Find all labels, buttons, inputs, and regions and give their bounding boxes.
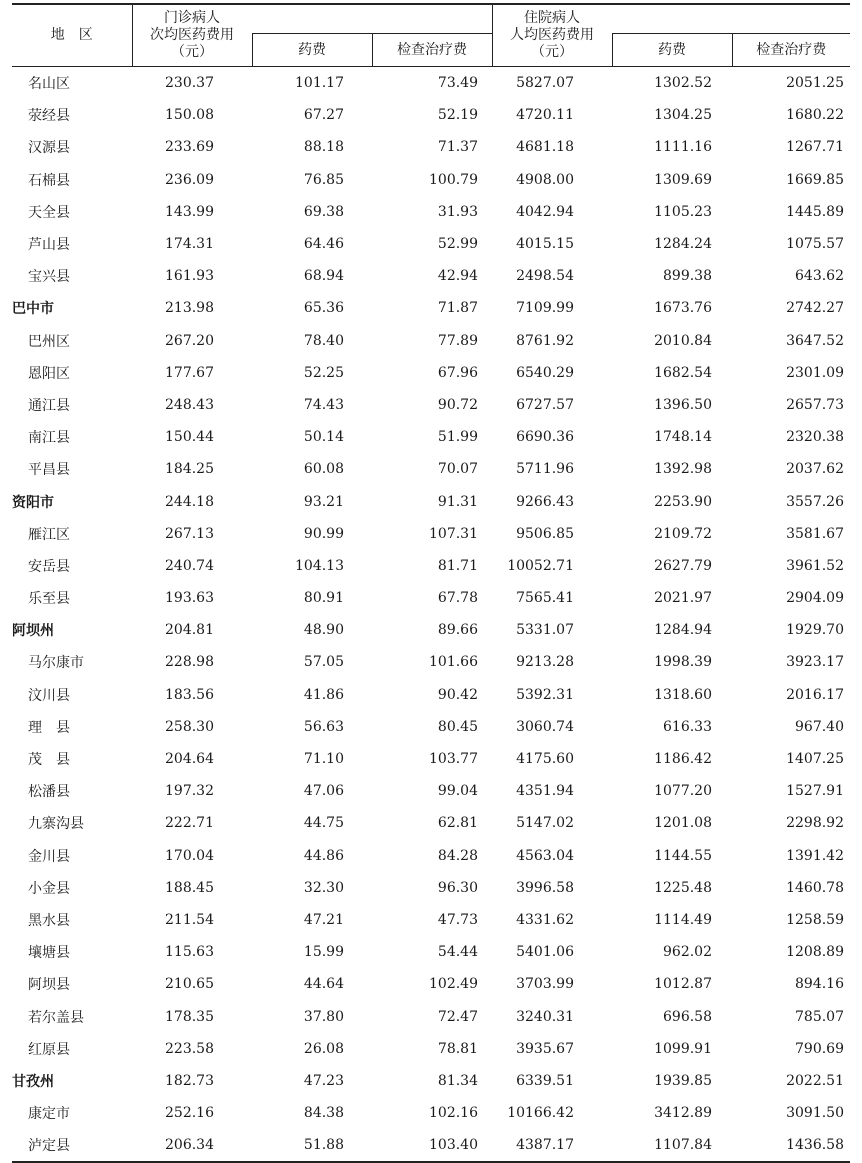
table-row bbox=[12, 936, 850, 968]
value-cell: 1939.85 bbox=[654, 1072, 712, 1089]
table-row bbox=[12, 840, 850, 872]
value-cell: 15.99 bbox=[303, 944, 344, 961]
value-cell: 32.30 bbox=[303, 879, 344, 896]
value-cell: 7109.99 bbox=[516, 300, 574, 317]
value-cell: 42.94 bbox=[437, 268, 478, 285]
value-cell: 69.38 bbox=[303, 203, 344, 220]
value-cell: 2904.09 bbox=[786, 590, 844, 607]
value-cell: 1460.78 bbox=[786, 879, 844, 896]
value-cell: 3060.74 bbox=[516, 718, 574, 735]
table-row bbox=[12, 711, 850, 743]
table-row bbox=[12, 1033, 850, 1065]
value-cell: 1302.52 bbox=[654, 75, 712, 92]
value-cell: 80.45 bbox=[437, 718, 478, 735]
value-cell: 60.08 bbox=[303, 461, 344, 478]
value-cell: 7565.41 bbox=[516, 590, 574, 607]
value-cell: 80.91 bbox=[303, 590, 344, 607]
value-cell: 90.42 bbox=[437, 686, 478, 703]
table-row bbox=[12, 67, 850, 100]
value-cell: 2742.27 bbox=[786, 300, 844, 317]
value-cell: 894.16 bbox=[795, 976, 844, 993]
value-cell: 170.04 bbox=[165, 847, 214, 864]
table-row bbox=[12, 131, 850, 163]
value-cell: 5711.96 bbox=[516, 461, 574, 478]
value-cell: 1392.98 bbox=[654, 461, 712, 478]
table-row bbox=[12, 646, 850, 678]
value-cell: 204.81 bbox=[165, 622, 214, 639]
value-cell: 1527.91 bbox=[786, 783, 844, 800]
value-cell: 244.18 bbox=[165, 493, 214, 510]
value-cell: 4720.11 bbox=[516, 107, 574, 124]
value-cell: 150.44 bbox=[165, 429, 214, 446]
region-name: 康定市 bbox=[28, 1106, 70, 1123]
value-cell: 2253.90 bbox=[654, 493, 712, 510]
table-row bbox=[12, 807, 850, 839]
table-row bbox=[12, 1129, 850, 1162]
value-cell: 115.63 bbox=[165, 944, 214, 961]
value-cell: 1225.48 bbox=[654, 879, 712, 896]
value-cell: 236.09 bbox=[165, 171, 214, 188]
value-cell: 1208.89 bbox=[786, 944, 844, 961]
value-cell: 84.38 bbox=[303, 1105, 344, 1122]
table-row bbox=[12, 99, 850, 131]
value-cell: 1105.23 bbox=[654, 203, 712, 220]
table-row bbox=[12, 1065, 850, 1097]
value-cell: 52.99 bbox=[437, 236, 478, 253]
value-cell: 1267.71 bbox=[786, 139, 844, 156]
region-name: 宝兴县 bbox=[28, 269, 70, 286]
value-cell: 37.80 bbox=[303, 1008, 344, 1025]
region-name: 石棉县 bbox=[28, 172, 70, 189]
table-row bbox=[12, 1000, 850, 1032]
table-row bbox=[12, 357, 850, 389]
table-row bbox=[12, 453, 850, 485]
value-cell: 6727.57 bbox=[516, 396, 574, 413]
header-inpatient-exam: 检查治疗费 bbox=[732, 34, 850, 67]
value-cell: 899.38 bbox=[663, 268, 712, 285]
value-cell: 6690.36 bbox=[516, 429, 574, 446]
value-cell: 4351.94 bbox=[516, 783, 574, 800]
value-cell: 54.44 bbox=[437, 944, 478, 961]
region-name: 小金县 bbox=[28, 880, 70, 897]
value-cell: 2657.73 bbox=[786, 396, 844, 413]
value-cell: 73.49 bbox=[437, 75, 478, 92]
value-cell: 90.72 bbox=[437, 396, 478, 413]
value-cell: 2051.25 bbox=[786, 75, 844, 92]
value-cell: 77.89 bbox=[437, 332, 478, 349]
value-cell: 74.43 bbox=[303, 396, 344, 413]
value-cell: 52.19 bbox=[437, 107, 478, 124]
region-name: 若尔盖县 bbox=[28, 1009, 84, 1026]
value-cell: 10166.42 bbox=[507, 1105, 574, 1122]
value-cell: 3961.52 bbox=[786, 557, 844, 574]
value-cell: 10052.71 bbox=[507, 557, 574, 574]
value-cell: 1929.70 bbox=[786, 622, 844, 639]
region-name: 平昌县 bbox=[28, 462, 70, 479]
value-cell: 4563.04 bbox=[516, 847, 574, 864]
table-row bbox=[12, 164, 850, 196]
value-cell: 1114.49 bbox=[654, 911, 712, 928]
value-cell: 267.13 bbox=[165, 525, 214, 542]
value-cell: 47.06 bbox=[303, 783, 344, 800]
table-row bbox=[12, 872, 850, 904]
value-cell: 44.64 bbox=[303, 976, 344, 993]
value-cell: 204.64 bbox=[165, 751, 214, 768]
value-cell: 48.90 bbox=[303, 622, 344, 639]
value-cell: 9213.28 bbox=[516, 654, 574, 671]
region-name: 巴中市 bbox=[12, 301, 54, 318]
value-cell: 6339.51 bbox=[516, 1072, 574, 1089]
value-cell: 4681.18 bbox=[516, 139, 574, 156]
region-name: 九寨沟县 bbox=[28, 816, 84, 833]
value-cell: 1099.91 bbox=[654, 1040, 712, 1057]
value-cell: 197.32 bbox=[165, 783, 214, 800]
region-name: 红原县 bbox=[28, 1041, 70, 1058]
value-cell: 1669.85 bbox=[786, 171, 844, 188]
region-name: 松潘县 bbox=[28, 784, 70, 801]
value-cell: 3557.26 bbox=[786, 493, 844, 510]
value-cell: 67.96 bbox=[437, 364, 478, 381]
region-name: 名山区 bbox=[28, 76, 70, 93]
value-cell: 8761.92 bbox=[516, 332, 574, 349]
region-name: 马尔康市 bbox=[28, 655, 84, 672]
value-cell: 643.62 bbox=[795, 268, 844, 285]
region-name: 阿坝州 bbox=[12, 623, 54, 640]
value-cell: 2320.38 bbox=[786, 429, 844, 446]
region-name: 资阳市 bbox=[12, 494, 54, 511]
region-name: 乐至县 bbox=[28, 591, 70, 608]
region-name: 金川县 bbox=[28, 848, 70, 865]
value-cell: 161.93 bbox=[165, 268, 214, 285]
value-cell: 230.37 bbox=[165, 75, 214, 92]
value-cell: 56.63 bbox=[303, 718, 344, 735]
value-cell: 252.16 bbox=[165, 1105, 214, 1122]
value-cell: 3091.50 bbox=[786, 1105, 844, 1122]
value-cell: 103.40 bbox=[372, 1129, 492, 1162]
value-cell: 1680.22 bbox=[786, 107, 844, 124]
region-name: 理 县 bbox=[28, 719, 70, 736]
value-cell: 47.73 bbox=[437, 911, 478, 928]
value-cell: 2298.92 bbox=[786, 815, 844, 832]
header-outpatient-spacer bbox=[252, 4, 492, 34]
value-cell: 696.58 bbox=[663, 1008, 712, 1025]
value-cell: 206.34 bbox=[132, 1129, 252, 1162]
value-cell: 91.31 bbox=[437, 493, 478, 510]
value-cell: 188.45 bbox=[165, 879, 214, 896]
value-cell: 76.85 bbox=[303, 171, 344, 188]
table-row bbox=[12, 582, 850, 614]
region-name: 南江县 bbox=[28, 430, 70, 447]
value-cell: 183.56 bbox=[165, 686, 214, 703]
table-row bbox=[12, 775, 850, 807]
table-row bbox=[12, 228, 850, 260]
value-cell: 3996.58 bbox=[516, 879, 574, 896]
header-outpatient-drug: 药费 bbox=[252, 34, 372, 67]
value-cell: 57.05 bbox=[303, 654, 344, 671]
value-cell: 967.40 bbox=[795, 718, 844, 735]
value-cell: 150.08 bbox=[165, 107, 214, 124]
value-cell: 2010.84 bbox=[654, 332, 712, 349]
value-cell: 2109.72 bbox=[654, 525, 712, 542]
table-row bbox=[12, 904, 850, 936]
value-cell: 5392.31 bbox=[516, 686, 574, 703]
value-cell: 3647.52 bbox=[786, 332, 844, 349]
value-cell: 4331.62 bbox=[516, 911, 574, 928]
value-cell: 1407.25 bbox=[786, 751, 844, 768]
value-cell: 78.81 bbox=[437, 1040, 478, 1057]
value-cell: 102.16 bbox=[429, 1105, 478, 1122]
value-cell: 4042.94 bbox=[516, 203, 574, 220]
value-cell: 65.36 bbox=[303, 300, 344, 317]
value-cell: 1673.76 bbox=[654, 300, 712, 317]
value-cell: 1284.24 bbox=[654, 236, 712, 253]
value-cell: 96.30 bbox=[437, 879, 478, 896]
region-name: 巴州区 bbox=[28, 333, 70, 350]
value-cell: 2022.51 bbox=[786, 1072, 844, 1089]
value-cell: 90.99 bbox=[303, 525, 344, 542]
header-outpatient-exam: 检查治疗费 bbox=[372, 34, 492, 67]
value-cell: 1396.50 bbox=[654, 396, 712, 413]
value-cell: 68.94 bbox=[303, 268, 344, 285]
table-row bbox=[12, 389, 850, 421]
value-cell: 4015.15 bbox=[516, 236, 574, 253]
value-cell: 174.31 bbox=[165, 236, 214, 253]
value-cell: 52.25 bbox=[303, 364, 344, 381]
table-row bbox=[12, 679, 850, 711]
value-cell: 71.10 bbox=[303, 751, 344, 768]
table-row bbox=[12, 1097, 850, 1129]
value-cell: 1748.14 bbox=[654, 429, 712, 446]
value-cell: 1144.55 bbox=[654, 847, 712, 864]
table-row bbox=[12, 518, 850, 550]
value-cell: 2498.54 bbox=[516, 268, 574, 285]
table-row bbox=[12, 196, 850, 228]
table-row bbox=[12, 550, 850, 582]
value-cell: 50.14 bbox=[303, 429, 344, 446]
value-cell: 101.66 bbox=[429, 654, 478, 671]
statistics-table-page bbox=[12, 3, 850, 1163]
value-cell: 1186.42 bbox=[654, 751, 712, 768]
value-cell: 3581.67 bbox=[786, 525, 844, 542]
value-cell: 211.54 bbox=[165, 911, 214, 928]
value-cell: 67.27 bbox=[303, 107, 344, 124]
value-cell: 5401.06 bbox=[516, 944, 574, 961]
value-cell: 790.69 bbox=[795, 1040, 844, 1057]
value-cell: 101.17 bbox=[295, 75, 344, 92]
value-cell: 93.21 bbox=[303, 493, 344, 510]
value-cell: 71.37 bbox=[437, 139, 478, 156]
region-name: 壤塘县 bbox=[28, 945, 70, 962]
region-name: 汶川县 bbox=[28, 687, 70, 704]
value-cell: 67.78 bbox=[437, 590, 478, 607]
value-cell: 240.74 bbox=[165, 557, 214, 574]
value-cell: 267.20 bbox=[165, 332, 214, 349]
value-cell: 4908.00 bbox=[516, 171, 574, 188]
region-name: 茂 县 bbox=[28, 752, 70, 769]
value-cell: 2037.62 bbox=[786, 461, 844, 478]
value-cell: 5331.07 bbox=[516, 622, 574, 639]
table-row bbox=[12, 485, 850, 517]
value-cell: 47.23 bbox=[303, 1072, 344, 1089]
value-cell: 3923.17 bbox=[786, 654, 844, 671]
value-cell: 1284.94 bbox=[654, 622, 712, 639]
value-cell: 81.34 bbox=[437, 1072, 478, 1089]
region-name: 阿坝县 bbox=[28, 977, 70, 994]
value-cell: 107.31 bbox=[429, 525, 478, 542]
value-cell: 228.98 bbox=[165, 654, 214, 671]
value-cell: 1075.57 bbox=[786, 236, 844, 253]
value-cell: 31.93 bbox=[437, 203, 478, 220]
value-cell: 1258.59 bbox=[786, 911, 844, 928]
region-name: 通江县 bbox=[28, 397, 70, 414]
value-cell: 182.73 bbox=[165, 1072, 214, 1089]
value-cell: 100.79 bbox=[429, 171, 478, 188]
value-cell: 102.49 bbox=[429, 976, 478, 993]
region-name: 雁江区 bbox=[28, 526, 70, 543]
value-cell: 5827.07 bbox=[516, 75, 574, 92]
value-cell: 1304.25 bbox=[654, 107, 712, 124]
value-cell: 193.63 bbox=[165, 590, 214, 607]
value-cell: 4387.17 bbox=[492, 1129, 612, 1162]
value-cell: 70.07 bbox=[437, 461, 478, 478]
value-cell: 71.87 bbox=[437, 300, 478, 317]
value-cell: 47.21 bbox=[303, 911, 344, 928]
region-name: 黑水县 bbox=[28, 912, 70, 929]
value-cell: 1309.69 bbox=[654, 171, 712, 188]
region-name: 荥经县 bbox=[28, 108, 70, 125]
region-name: 恩阳区 bbox=[28, 365, 70, 382]
header-inpatient-spacer bbox=[612, 4, 850, 34]
value-cell: 178.35 bbox=[165, 1008, 214, 1025]
value-cell: 72.47 bbox=[437, 1008, 478, 1025]
value-cell: 1682.54 bbox=[654, 364, 712, 381]
value-cell: 785.07 bbox=[795, 1008, 844, 1025]
value-cell: 1998.39 bbox=[654, 654, 712, 671]
value-cell: 143.99 bbox=[165, 203, 214, 220]
table-row bbox=[12, 325, 850, 357]
value-cell: 1445.89 bbox=[786, 203, 844, 220]
value-cell: 5147.02 bbox=[516, 815, 574, 832]
value-cell: 233.69 bbox=[165, 139, 214, 156]
region-name: 汉源县 bbox=[28, 140, 70, 157]
value-cell: 89.66 bbox=[437, 622, 478, 639]
value-cell: 62.81 bbox=[437, 815, 478, 832]
region-name: 芦山县 bbox=[28, 237, 70, 254]
value-cell: 78.40 bbox=[303, 332, 344, 349]
value-cell: 4175.60 bbox=[516, 751, 574, 768]
value-cell: 6540.29 bbox=[516, 364, 574, 381]
table-header bbox=[12, 4, 850, 67]
value-cell: 1318.60 bbox=[654, 686, 712, 703]
value-cell: 51.88 bbox=[252, 1129, 372, 1162]
header-inpatient-cost: 住院病人 人均医药费用 （元） bbox=[492, 4, 612, 67]
value-cell: 248.43 bbox=[165, 396, 214, 413]
value-cell: 222.71 bbox=[165, 815, 214, 832]
value-cell: 213.98 bbox=[165, 300, 214, 317]
table-row bbox=[12, 421, 850, 453]
region-name: 天全县 bbox=[28, 204, 70, 221]
value-cell: 41.86 bbox=[303, 686, 344, 703]
value-cell: 81.71 bbox=[437, 557, 478, 574]
value-cell: 1436.58 bbox=[732, 1129, 850, 1162]
table-row bbox=[12, 743, 850, 775]
value-cell: 1111.16 bbox=[654, 139, 712, 156]
value-cell: 99.04 bbox=[437, 783, 478, 800]
header-inpatient-drug: 药费 bbox=[612, 34, 732, 67]
value-cell: 1201.08 bbox=[654, 815, 712, 832]
table-row bbox=[12, 968, 850, 1000]
value-cell: 2301.09 bbox=[786, 364, 844, 381]
value-cell: 1391.42 bbox=[786, 847, 844, 864]
value-cell: 9506.85 bbox=[516, 525, 574, 542]
value-cell: 962.02 bbox=[663, 944, 712, 961]
region-name: 泸定县 bbox=[12, 1129, 132, 1162]
value-cell: 184.25 bbox=[165, 461, 214, 478]
value-cell: 3703.99 bbox=[516, 976, 574, 993]
value-cell: 26.08 bbox=[303, 1040, 344, 1057]
region-name: 安岳县 bbox=[28, 558, 70, 575]
value-cell: 2016.17 bbox=[786, 686, 844, 703]
value-cell: 616.33 bbox=[663, 718, 712, 735]
value-cell: 88.18 bbox=[303, 139, 344, 156]
value-cell: 51.99 bbox=[437, 429, 478, 446]
header-outpatient-cost: 门诊病人 次均医药费用 （元） bbox=[132, 4, 252, 67]
value-cell: 44.75 bbox=[303, 815, 344, 832]
value-cell: 2627.79 bbox=[654, 557, 712, 574]
table-row bbox=[12, 260, 850, 292]
value-cell: 210.65 bbox=[165, 976, 214, 993]
table-row bbox=[12, 614, 850, 646]
value-cell: 1107.84 bbox=[612, 1129, 732, 1162]
header-region: 地 区 bbox=[12, 4, 132, 67]
value-cell: 103.77 bbox=[429, 751, 478, 768]
table-row bbox=[12, 292, 850, 324]
region-name: 甘孜州 bbox=[12, 1073, 54, 1090]
value-cell: 1077.20 bbox=[654, 783, 712, 800]
value-cell: 1012.87 bbox=[654, 976, 712, 993]
table-body bbox=[12, 67, 850, 1163]
value-cell: 2021.97 bbox=[654, 590, 712, 607]
value-cell: 177.67 bbox=[165, 364, 214, 381]
value-cell: 84.28 bbox=[437, 847, 478, 864]
value-cell: 3935.67 bbox=[516, 1040, 574, 1057]
value-cell: 64.46 bbox=[303, 236, 344, 253]
value-cell: 3240.31 bbox=[516, 1008, 574, 1025]
value-cell: 104.13 bbox=[295, 557, 344, 574]
value-cell: 223.58 bbox=[165, 1040, 214, 1057]
value-cell: 258.30 bbox=[165, 718, 214, 735]
value-cell: 44.86 bbox=[303, 847, 344, 864]
value-cell: 3412.89 bbox=[654, 1105, 712, 1122]
medical-cost-table bbox=[12, 3, 850, 1163]
value-cell: 9266.43 bbox=[516, 493, 574, 510]
